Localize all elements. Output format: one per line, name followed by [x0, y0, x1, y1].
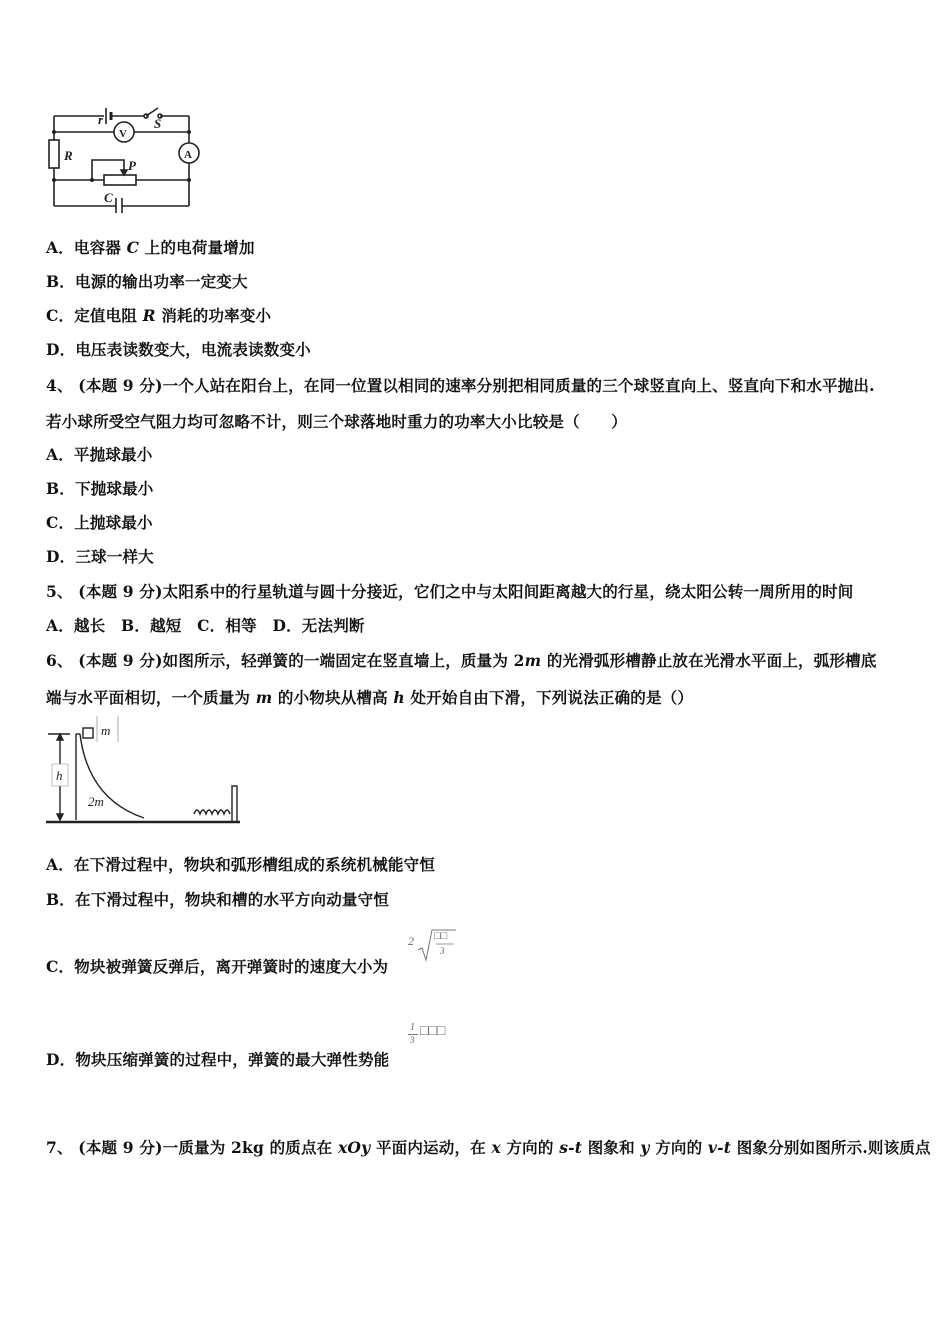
formula-den: 3: [440, 946, 445, 956]
q3-option-a: A．电容器 C 上的电荷量增加: [46, 238, 255, 257]
figure-label-2m: 2m: [88, 794, 104, 809]
label-P: P: [128, 158, 136, 173]
q4-stem-line2: 若小球所受空气阻力均可忽略不计，则三个球落地时重力的功率大小比较是（ ）: [46, 412, 627, 431]
q3-option-b: B．电源的输出功率一定变大: [46, 272, 248, 291]
formula-d-num: 1: [410, 1022, 415, 1033]
q6-stem-line2: 端与水平面相切，一个质量为 m 的小物块从槽高 h 处开始自由下滑，下列说法正确的是（）: [46, 688, 694, 707]
q4-option-b: B．下抛球最小: [46, 479, 154, 498]
q6-option-b: B．在下滑过程中，物块和槽的水平方向动量守恒: [46, 890, 390, 909]
q7-stem: 7、 (本题 9 分)一质量为 2kg 的质点在 xOy 平面内运动，在 x 方向的 s-t 图象和 y 方向的 v-t 图象分别如图所示.则该质点: [46, 1138, 931, 1157]
figure-label-h: h: [56, 768, 63, 783]
label-s: S: [154, 116, 162, 131]
q6-option-a: A．在下滑过程中，物块和弧形槽组成的系统机械能守恒: [46, 855, 436, 874]
label-v: V: [119, 128, 127, 140]
q6-option-d: D．物块压缩弹簧的过程中，弹簧的最大弹性势能: [46, 1050, 390, 1069]
q5-options: A．越长 B．越短 C．相等 D．无法判断: [46, 616, 365, 635]
label-C: C: [104, 190, 113, 205]
q3-option-d: D．电压表读数变大，电流表读数变小: [46, 340, 311, 359]
q4-option-d: D．三球一样大: [46, 547, 154, 566]
label-r: r: [98, 112, 104, 127]
q6-option-c: C．物块被弹簧反弹后，离开弹簧时的速度大小为: [46, 957, 389, 976]
circuit-diagram: [44, 98, 204, 213]
label-R: R: [64, 148, 73, 163]
q6-option-d-formula: [408, 1022, 468, 1052]
q4-option-c: C．上抛球最小: [46, 513, 153, 532]
figure-label-m: m: [101, 723, 111, 738]
q6-stem-line1: 6、 (本题 9 分)如图所示，轻弹簧的一端固定在竖直墙上，质量为 2m 的光滑弧形槽静止放在光滑水平面上，弧形槽底: [46, 651, 877, 670]
q4-option-a: A．平抛球最小: [46, 445, 153, 464]
q3-option-c: C．定值电阻 R 消耗的功率变小: [46, 306, 272, 325]
formula-coef: 2: [408, 934, 414, 948]
q4-stem-line1: 4、 (本题 9 分)一个人站在阳台上，在同一位置以相同的速率分别把相同质量的三个球竖直向上、竖直向下和水平抛出.: [46, 376, 875, 395]
formula-d-tail: □□□: [420, 1024, 446, 1039]
formula-num: □□: [434, 930, 448, 942]
slope-spring-figure: [44, 714, 244, 829]
formula-d-den: 3: [410, 1035, 415, 1045]
label-a: A: [184, 149, 192, 161]
q6-option-c-formula: [408, 928, 456, 964]
q5-stem: 5、 (本题 9 分)太阳系中的行星轨道与圆十分接近，它们之中与太阳间距离越大的行星，绕太阳公转一周所用的时间: [46, 582, 854, 601]
